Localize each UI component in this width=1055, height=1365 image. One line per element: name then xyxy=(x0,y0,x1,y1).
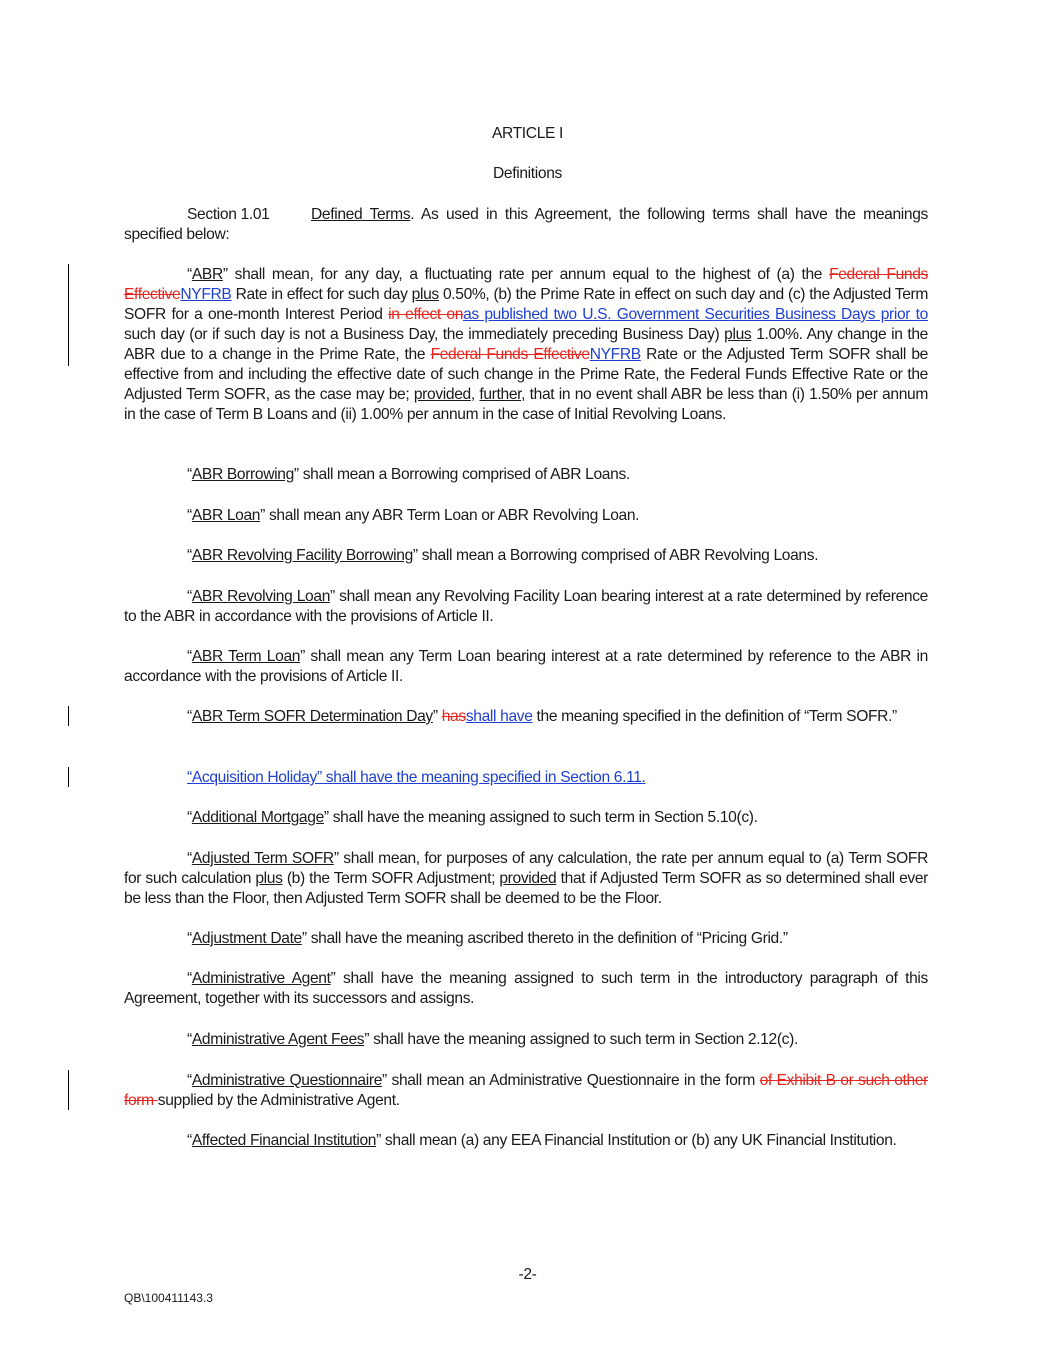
term: ABR Term Loan xyxy=(191,648,301,665)
definition-abr-loan: “ABR Loan” shall mean any ABR Term Loan or ABR Revolving Loan. xyxy=(187,507,640,524)
definition-adjusted-term-sofr: “Adjusted Term SOFR” shall mean, for purposes of any calculation, the rate per annum equal to (a) Term SOFR for such calculation plus (b) the Term SOFR Adjustment; provided that if Adjusted Term SOFR as so determined shall ever be less than the Floor, then Adjusted Term SOFR shall be deemed to be the Floor. xyxy=(124,850,929,907)
inserted-text: “Acquisition Holiday” shall have the meaning specified in Section 6.11. xyxy=(187,769,646,786)
term: ABR Revolving Facility Borrowing xyxy=(191,547,413,564)
definition-affected-financial-institution: “Affected Financial Institution” shall mean (a) any EEA Financial Institution or (b) any UK Financial Institution. xyxy=(187,1132,897,1149)
change-bar xyxy=(68,706,69,726)
article-heading: Definitions xyxy=(493,165,562,182)
deleted-text: Federal Funds Effective xyxy=(124,266,929,303)
change-bar xyxy=(68,767,69,787)
inserted-text: NYFRB xyxy=(180,286,232,303)
term: Administrative Agent xyxy=(191,970,331,987)
inserted-text: shall have xyxy=(465,708,533,725)
definition-administrative-agent: “Administrative Agent” shall have the meaning assigned to such term in the introductory paragraph of this Agreement, together with its successors and assigns. xyxy=(124,970,928,1007)
document-id: QB\100411143.3 xyxy=(124,1291,213,1305)
definition-abr-revolving-loan: “ABR Revolving Loan” shall mean any Revolving Facility Loan bearing interest at a rate determined by reference to the ABR in accordance with the provisions of Article II. xyxy=(124,588,928,625)
definition-acquisition-holiday xyxy=(124,768,928,788)
section-intro: Section 1.01 Defined Terms. As used in this Agreement, the following terms shall have the meanings specified below: xyxy=(124,206,928,243)
article-title: ARTICLE I xyxy=(491,125,564,142)
definition-additional-mortgage: “Additional Mortgage” shall have the meaning assigned to such term in Section 5.10(c). xyxy=(187,809,758,826)
definition-abr-term-loan: “ABR Term Loan” shall mean any Term Loan bearing interest at a rate determined by reference to the ABR in accordance with the provisions of Article II. xyxy=(124,648,928,685)
definition-administrative-agent-fees: “Administrative Agent Fees” shall have the meaning assigned to such term in Section 2.12(c). xyxy=(187,1031,798,1048)
term: ABR Borrowing xyxy=(191,466,294,483)
term: Administrative Agent Fees xyxy=(191,1031,365,1048)
term: Adjusted Term SOFR xyxy=(191,850,334,867)
definition-adjustment-date: “Adjustment Date” shall have the meaning ascribed thereto in the definition of “Pricing Grid.” xyxy=(187,930,788,947)
definition-abr-term-sofr-determination-day: “ABR Term SOFR Determination Day” hasshall have the meaning specified in the definition of “Term SOFR.” xyxy=(187,708,897,725)
term: Additional Mortgage xyxy=(191,809,324,826)
term: ABR xyxy=(191,266,223,283)
deleted-text: of Exhibit B or such other form xyxy=(124,1072,928,1109)
definition-abr-revolving-facility-borrowing: “ABR Revolving Facility Borrowing” shall mean a Borrowing comprised of ABR Revolving Loans. xyxy=(187,547,819,564)
term: Administrative Questionnaire xyxy=(191,1072,383,1089)
definition-administrative-questionnaire: “Administrative Questionnaire” shall mean an Administrative Questionnaire in the form of Exhibit B or such other form supplied by the Administrative Agent. xyxy=(124,1072,928,1109)
change-bar xyxy=(68,264,69,366)
section-title: Defined Terms xyxy=(311,206,411,223)
deleted-text: has xyxy=(441,708,466,725)
definition-abr: “ABR” shall mean, for any day, a fluctuating rate per annum equal to the highest of (a) the Federal Funds EffectiveNYFRB Rate in effect for such day plus 0.50%, (b) the Prime Rate in effect on such day and (c) the Adjusted Term SOFR for a one-month Interest Period in effect onas published two U.S. Government Securities Business Days prior to such day (or if such day is not a Business Day, the immediately preceding Business Day) plus 1.00%. Any change in the ABR due to a change in the Prime Rate, the Federal Funds EffectiveNYFRB Rate or the Adjusted Term SOFR shall be effective from and including the effective date of such change in the Prime Rate, the Federal Funds Effective Rate or the Adjusted Term SOFR, as the case may be; provided, further, that in no event shall ABR be less than (i) 1.50% per annum in the case of Term B Loans and (ii) 1.00% per annum in the case of Initial Revolving Loans. xyxy=(124,266,929,423)
deleted-text: in effect on xyxy=(388,306,464,323)
definition-abr-borrowing: “ABR Borrowing” shall mean a Borrowing comprised of ABR Loans. xyxy=(187,466,630,483)
term: Adjustment Date xyxy=(191,930,302,947)
inserted-text: NYFRB xyxy=(589,346,641,363)
term: Affected Financial Institution xyxy=(191,1132,377,1149)
inserted-text: as published two U.S. Government Securities Business Days prior to xyxy=(463,306,928,323)
change-bar xyxy=(68,1070,69,1110)
deleted-text: Federal Funds Effective xyxy=(430,346,590,363)
term: ABR Loan xyxy=(191,507,261,524)
section-number: Section 1.01 xyxy=(187,206,270,223)
term: ABR Term SOFR Determination Day xyxy=(191,708,433,725)
term: ABR Revolving Loan xyxy=(191,588,331,605)
page-number: -2- xyxy=(518,1266,537,1283)
